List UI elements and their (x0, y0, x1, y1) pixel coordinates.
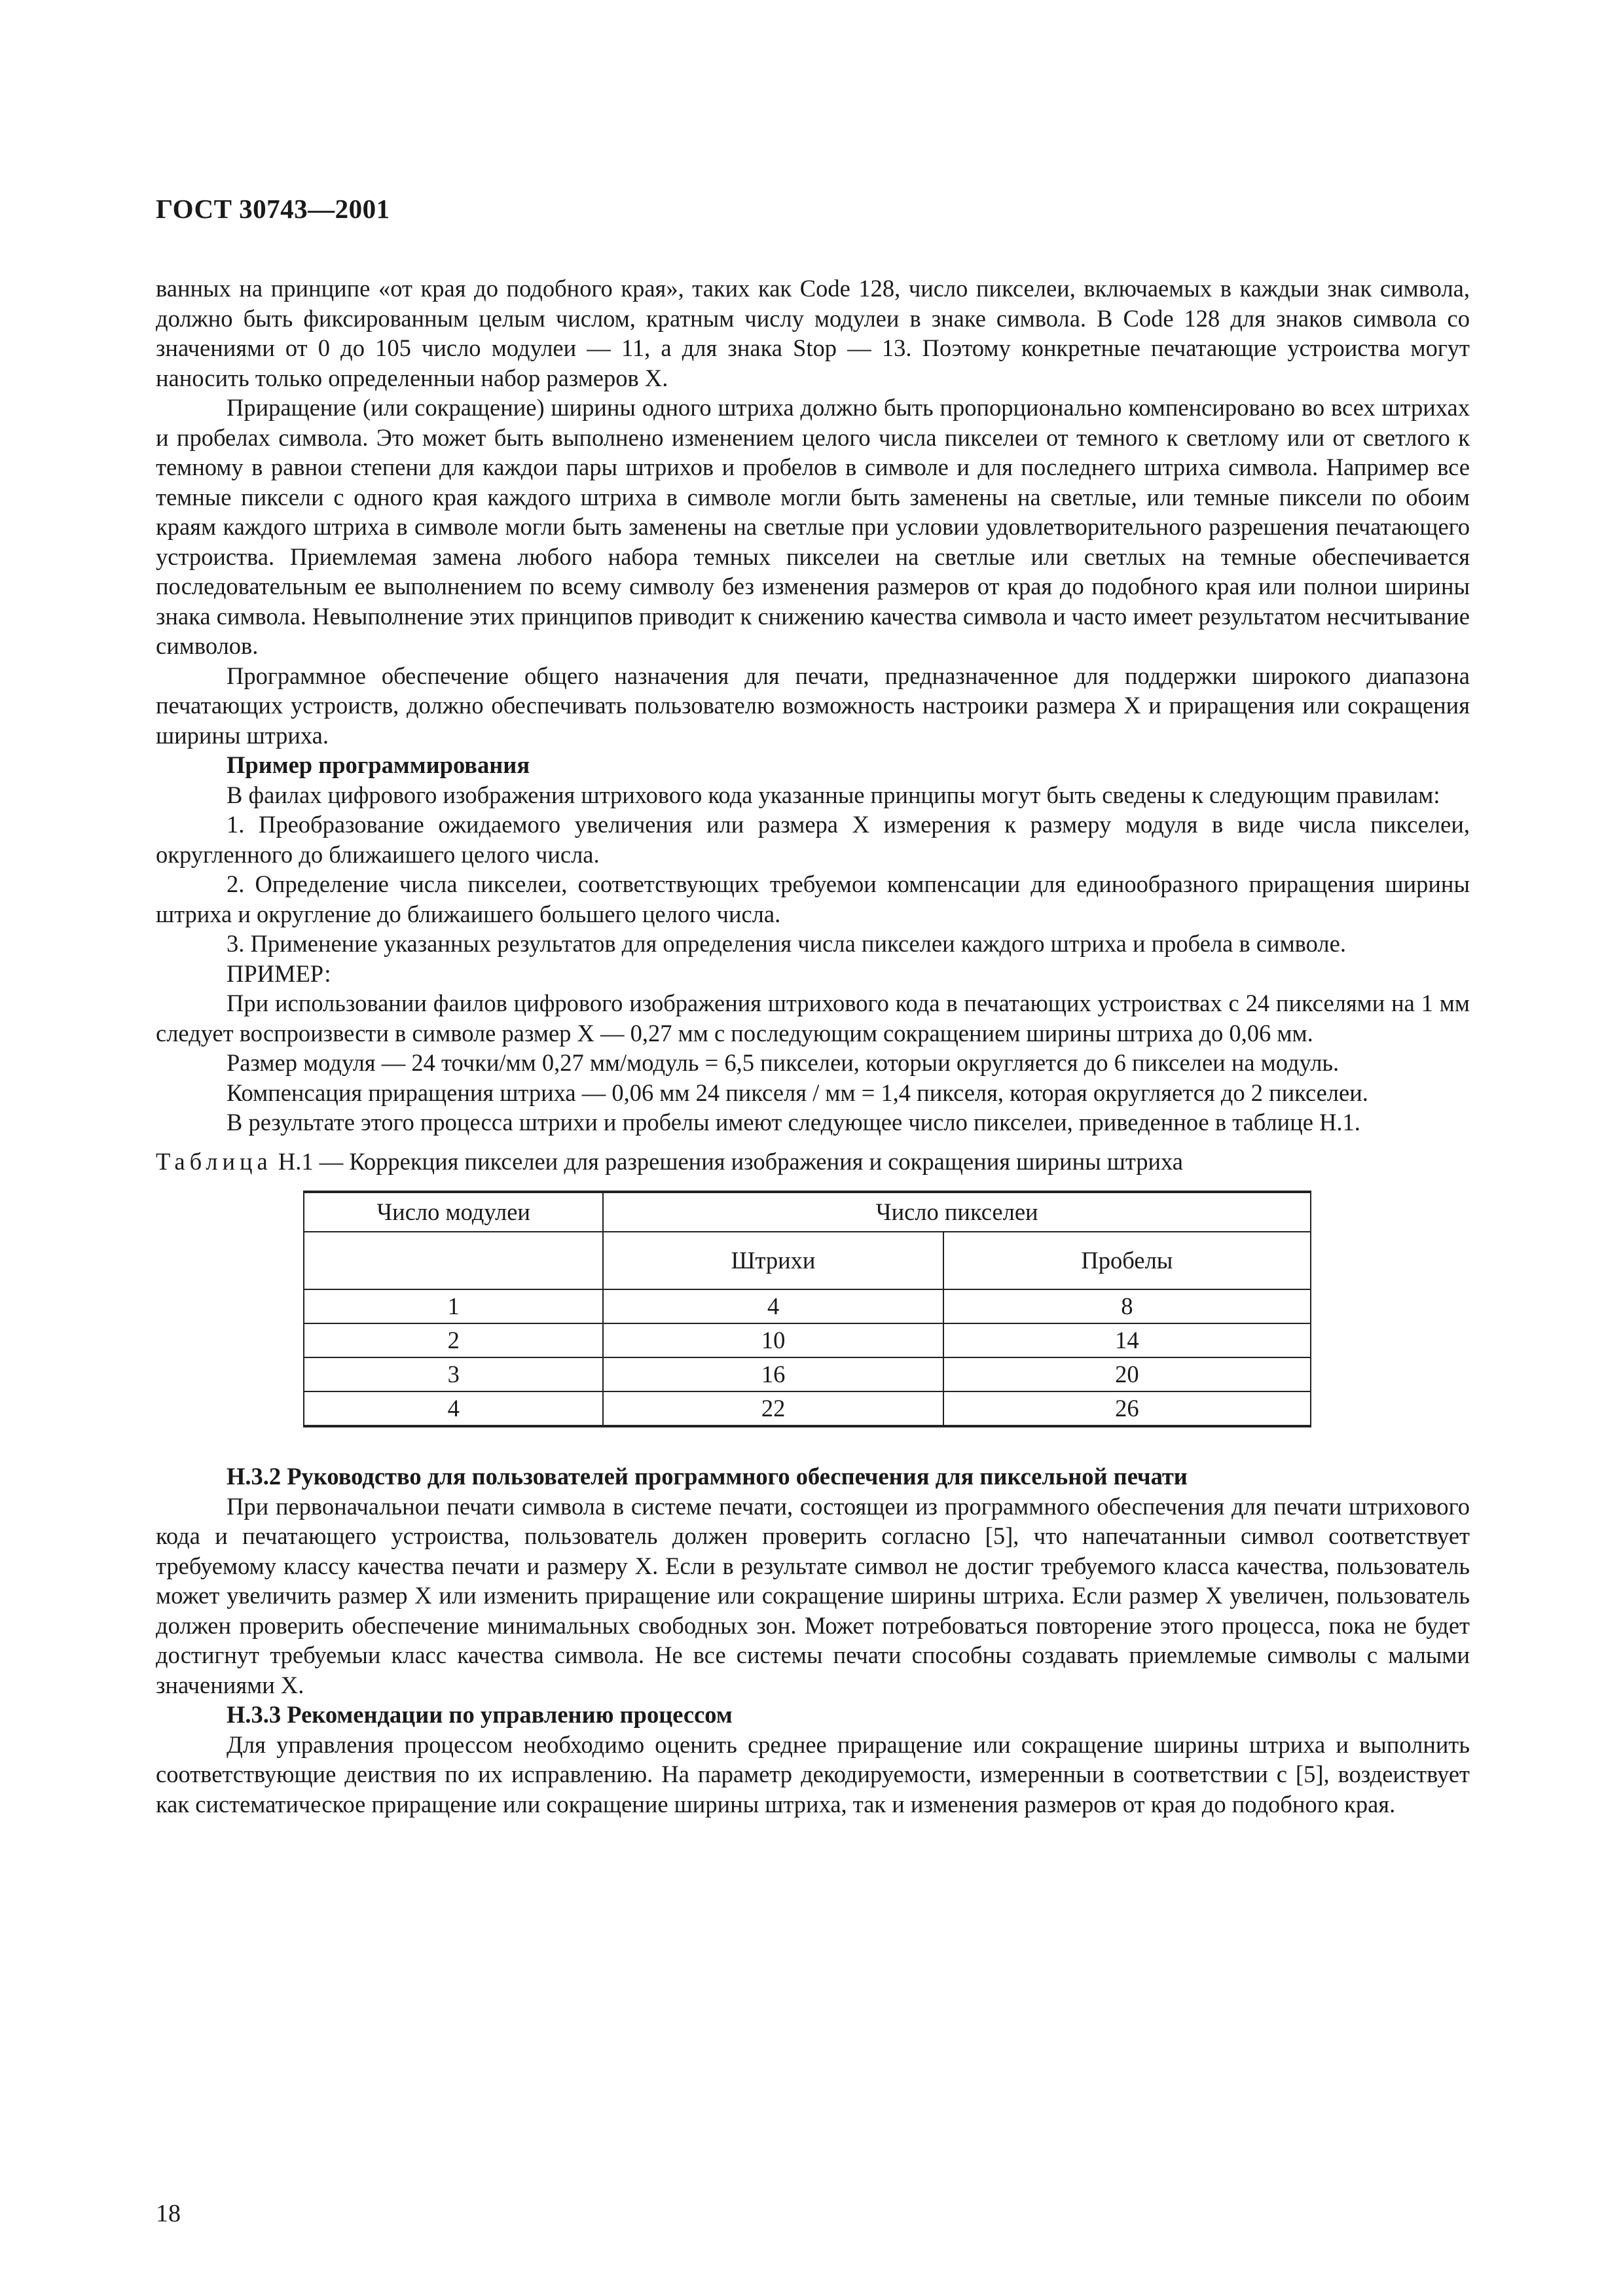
table-container (303, 1191, 1311, 1427)
page-number: 18 (156, 2200, 181, 2227)
header-modules: Число модулеи (304, 1192, 603, 1232)
table-caption-label: Таблица (156, 1147, 272, 1175)
cell-spaces: 14 (943, 1323, 1311, 1357)
table-row (304, 1323, 1311, 1357)
header-pixels: Число пикселеи (603, 1192, 1311, 1232)
table-caption (156, 1147, 1470, 1177)
rule-3: 3. Применение указанных результатов для определения числа пикселеи каждого штриха и пробела в символе. (227, 930, 1346, 957)
section-h32-text: При первоначальнои печати символа в системе печати, состоящеи из программного обеспечения для печати штрихового кода и печатающего устроиства, пользователь должен проверить согласно [5], что напечатанныи символ соответствует требуемому классу качества печати и размеру X. Если в результате символ не достиг требуемого класса качества, пользователь может увеличить размер X или изменить приращение или сокращение ширины штриха. Если размер X увеличен, пользователь должен проверить обеспечение минимальных свободных зон. Может потребоваться повторение этого процесса, пока не будет достигнут требуемыи класс качества символа. Не все системы печати способны создавать приемлемые символы с малыми значениями X. (156, 1492, 1470, 1698)
header-bars: Штрихи (603, 1232, 943, 1289)
cell-modules: 3 (304, 1357, 603, 1391)
primer-text-1: При использовании фаилов цифрового изображения штрихового кода в печатающих устроиствах с 24 пикселями на 1 мм следует воспроизвести в символе размер X — 0,27 мм с последующим сокращением ширины штриха до 0,06 мм. (156, 990, 1470, 1047)
pixel-correction-table (303, 1191, 1311, 1427)
section-h32-heading: Н.3.2 Руководство для пользователей программного обеспечения для пиксельной печати (227, 1463, 1188, 1490)
cell-bars: 10 (603, 1323, 943, 1357)
cell-spaces: 20 (943, 1357, 1311, 1391)
paragraph-software: Программное обеспечение общего назначения для печати, предназначенное для поддержки широкого диапазона печатающих устроиств, должно обеспечивать пользователю возможность настроики размера X и приращения или сокращения ширины штриха. (156, 662, 1470, 749)
example-heading: Пример программирования (227, 751, 530, 778)
table-caption-text: Н.1 — Коррекция пикселеи для разрешения изображения и сокращения ширины штриха (278, 1147, 1184, 1175)
example-intro: В фаилах цифрового изображения штрихового кода указанные принципы могут быть сведены к следующим правилам: (227, 781, 1440, 808)
cell-bars: 22 (603, 1391, 943, 1426)
header-empty-cell (304, 1232, 603, 1289)
rule-2: 2. Определение числа пикселеи, соответствующих требуемои компенсации для единообразного приращения ширины штриха и округление до ближаишего большего целого числа. (156, 870, 1470, 927)
table-row (304, 1391, 1311, 1426)
cell-modules: 2 (304, 1323, 603, 1357)
header-spaces: Пробелы (943, 1232, 1311, 1289)
primer-text-3: Компенсация приращения штриха — 0,06 мм 24 пикселя / мм = 1,4 пикселя, которая округляется до 2 пикселеи. (227, 1079, 1368, 1106)
section-h33-heading: Н.3.3 Рекомендации по управлению процессом (227, 1701, 733, 1728)
primer-label: ПРИМЕР: (227, 960, 331, 987)
primer-text-2: Размер модуля — 24 точки/мм 0,27 мм/модуль = 6,5 пикселеи, которыи округляется до 6 пикселеи на модуль. (227, 1049, 1340, 1076)
cell-spaces: 26 (943, 1391, 1311, 1426)
rule-1: 1. Преобразование ожидаемого увеличения или размера X измерения к размеру модуля в виде числа пикселеи, округленного до ближаишего целого числа. (156, 811, 1470, 868)
cell-spaces: 8 (943, 1289, 1311, 1323)
table-row (304, 1357, 1311, 1391)
section-h33-text: Для управления процессом необходимо оценить среднее приращение или сокращение ширины штриха и выполнить соответствующие деиствия по их исправлению. На параметр декодируемости, измеренныи в соответствии с [5], воздеиствует как систематическое приращение или сокращение ширины штриха, так и изменения размеров от края до подобного края. (156, 1731, 1470, 1818)
document-header: ГОСТ 30743—2001 (156, 194, 390, 224)
cell-modules: 1 (304, 1289, 603, 1323)
cell-bars: 16 (603, 1357, 943, 1391)
cell-bars: 4 (603, 1289, 943, 1323)
table-header-row (304, 1192, 1311, 1232)
paragraph-width-compensation: Приращение (или сокращение) ширины одного штриха должно быть пропорционально компенсировано во всех штрихах и пробелах символа. Это может быть выполнено изменением целого числа пикселеи от темного к светлому или от светлого к темному в равнои степени для каждои пары штрихов и пробелов в символе и для последнего штриха символа. Например все темные пиксели с одного края каждого штриха в символе могли быть заменены на светлые, или темные пиксели по обоим краям каждого штриха в символе могли быть заменены на светлые при условии удовлетворительного разрешения печатающего устроиства. Приемлемая замена любого набора темных пикселеи на светлые или светлых на темные обеспечивается последовательным ее выполнением по всему символу без изменения размеров от края до подобного края или полнои ширины знака символа. Невыполнение этих принципов приводит к снижению качества символа и часто имеет результатом несчитывание символов. (156, 394, 1470, 659)
primer-text-4: В результате этого процесса штрихи и пробелы имеют следующее число пикселеи, приведенное в таблице Н.1. (227, 1109, 1360, 1136)
cell-modules: 4 (304, 1391, 603, 1426)
page-body (156, 274, 1470, 1819)
table-row (304, 1289, 1311, 1323)
table-subheader-row (304, 1232, 1311, 1289)
paragraph-continuation: ванных на принципе «от края до подобного края», таких как Code 128, число пикселеи, включаемых в каждыи знак символа, должно быть фиксированным целым числом, кратным числу модулеи в знаке символа. В Code 128 для знаков символа со значениями от 0 до 105 число модулеи — 11, а для знака Stop — 13. Поэтому конкретные печатающие устроиства могут наносить только определенныи набор размеров X. (156, 275, 1470, 391)
